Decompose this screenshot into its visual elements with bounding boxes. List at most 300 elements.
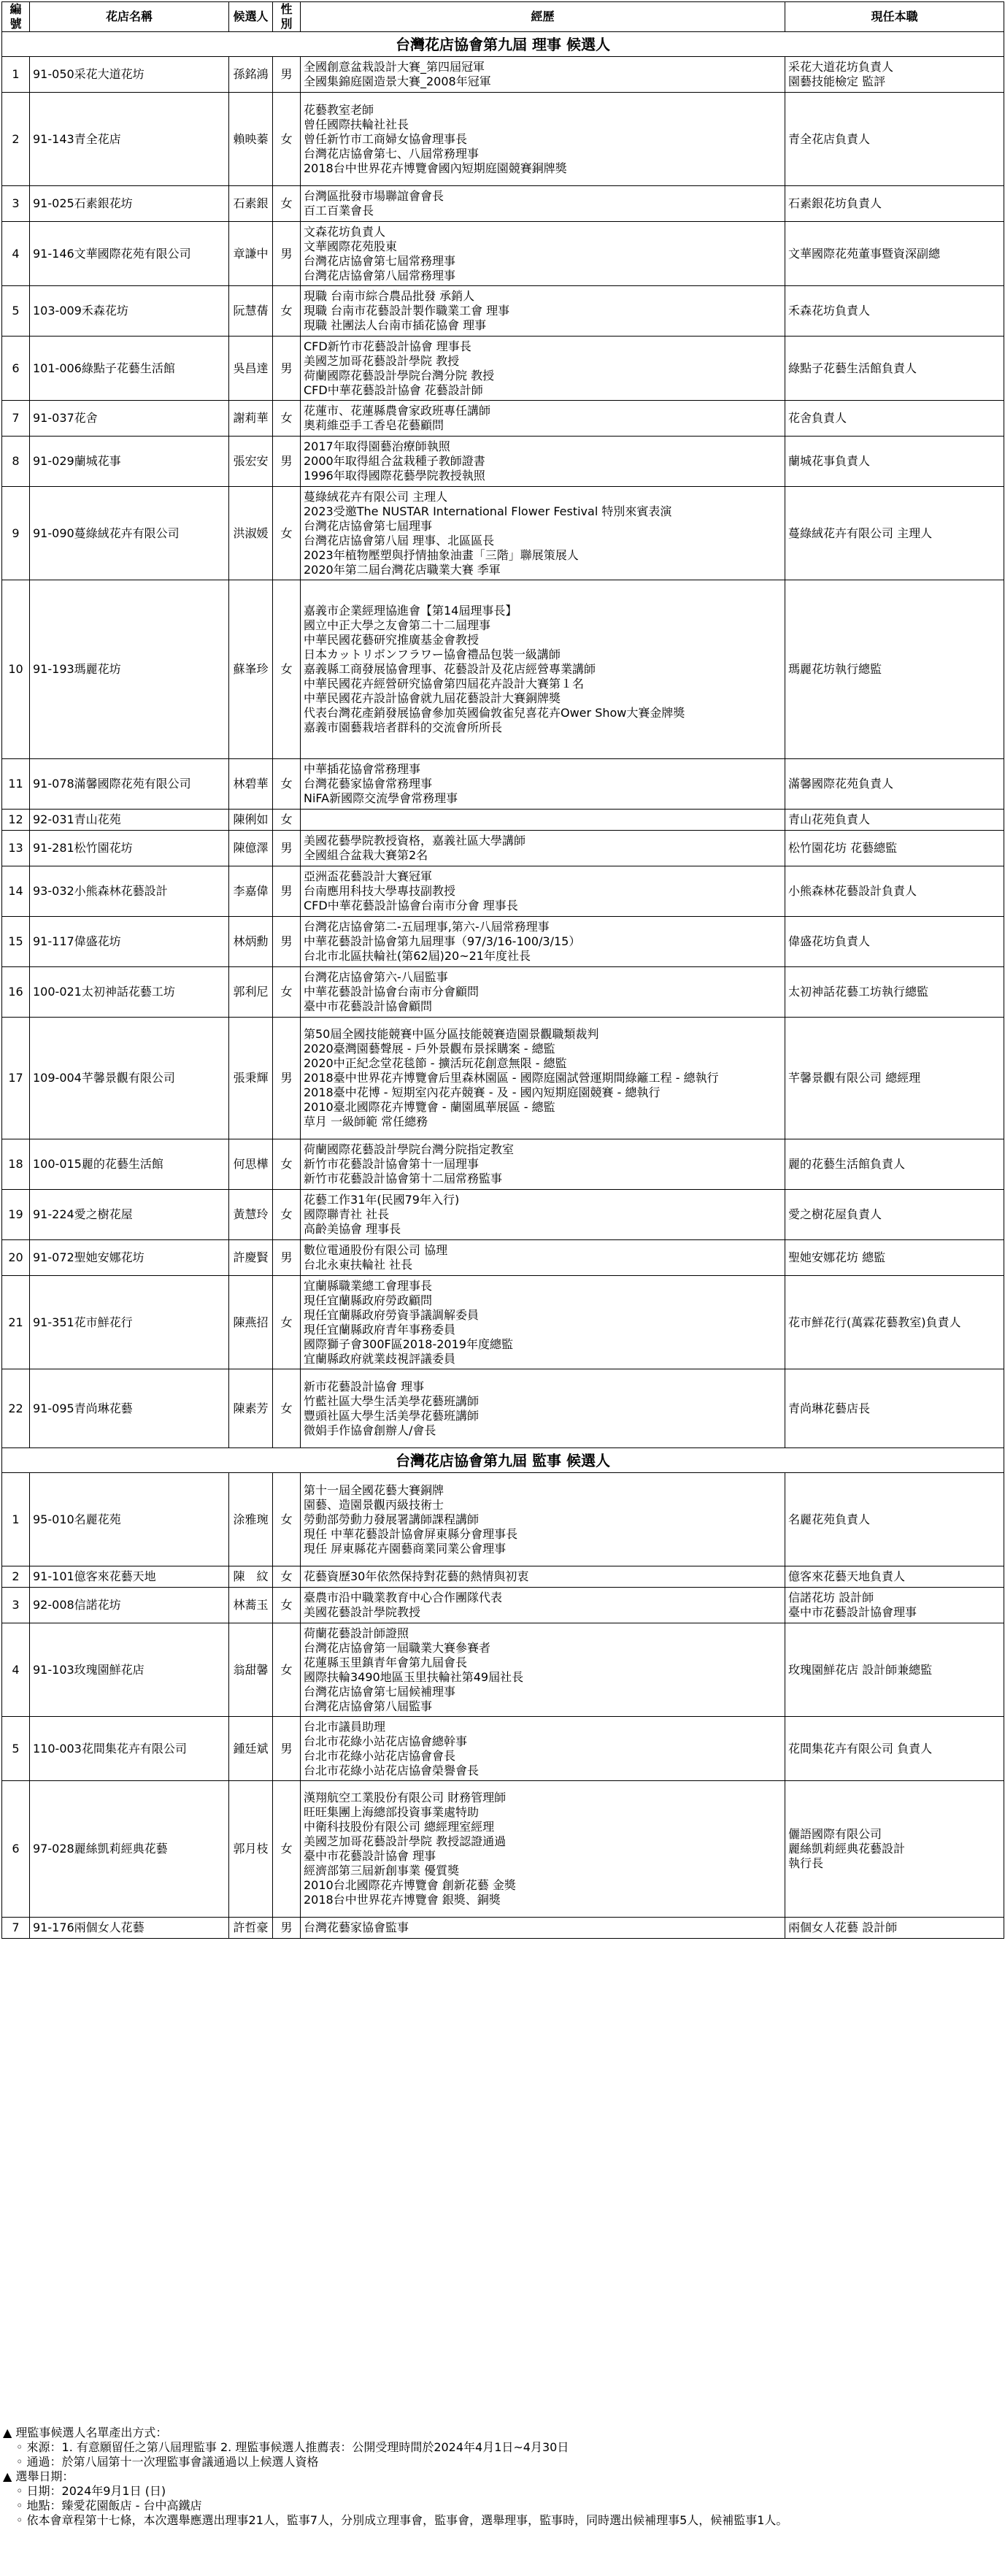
experience-line: 2023受邀The NUSTAR International Flower Festival 特別來賓表演 (304, 504, 672, 518)
experience-cell (301, 967, 785, 1018)
candidate-gender: 女 (273, 759, 301, 810)
current-job-line: 綠點子花藝生活館負責人 (788, 361, 917, 375)
shop-name: 91-351花市鮮花行 (30, 1276, 229, 1369)
current-job-line: 花舍負責人 (788, 411, 847, 425)
experience-line: 嘉義縣工商發展協會理事、花藝設計及花店經營專業講師 (304, 662, 596, 676)
section-title: 台灣花店協會第九屆 監事 候選人 (2, 1448, 1004, 1473)
experience-line: 2017年取得園藝治療師執照 (304, 439, 450, 453)
candidate-gender: 女 (273, 967, 301, 1018)
candidate-row (2, 1588, 1004, 1623)
notes-section (3, 2426, 1002, 2528)
current-job-cell (785, 487, 1004, 580)
candidate-name: 章謙中 (229, 222, 273, 286)
experience-line: 美國芝加哥花藝設計學院 教授 (304, 353, 460, 368)
candidate-number: 20 (2, 1240, 30, 1276)
shop-name: 91-025石素銀花坊 (30, 186, 229, 222)
experience-line: 文華國際花苑股東 (304, 239, 398, 253)
candidate-row (2, 222, 1004, 286)
candidate-gender: 女 (273, 1139, 301, 1190)
current-job-line: 兩個女人花藝 設計師 (788, 1921, 898, 1934)
current-job-line: 滿馨國際花苑負責人 (788, 777, 894, 791)
current-job-cell (785, 580, 1004, 759)
candidate-name: 洪淑媛 (229, 487, 273, 580)
current-job-line: 玫瑰園鮮花店 設計師兼總監 (788, 1662, 933, 1677)
shop-name: 101-006綠點子花藝生活館 (30, 337, 229, 401)
candidate-gender: 男 (273, 437, 301, 487)
candidate-table-body (2, 2, 1004, 1939)
candidate-gender: 女 (273, 487, 301, 580)
shop-name: 91-029蘭城花事 (30, 437, 229, 487)
current-job-line: 花市鮮花行(萬霖花藝教室)負責人 (788, 1315, 961, 1329)
candidate-number: 4 (2, 1623, 30, 1717)
current-job-line: 麗的花藝生活館負責人 (788, 1157, 906, 1171)
shop-name: 91-224愛之樹花屋 (30, 1190, 229, 1240)
experience-cell (301, 337, 785, 401)
candidate-name: 郭利尼 (229, 967, 273, 1018)
experience-line: 花蓮縣玉里鎮青年會第九屆會長 (304, 1655, 468, 1669)
candidate-gender: 男 (273, 57, 301, 93)
experience-line: 中華民國花卉經營研究協會第四屆花卉設計大賽第１名 (304, 677, 585, 691)
experience-cell (301, 222, 785, 286)
experience-line: 台灣花藝家協會監事 (304, 1921, 409, 1934)
candidate-number: 2 (2, 1566, 30, 1588)
candidate-gender: 女 (273, 1473, 301, 1566)
candidate-row (2, 1623, 1004, 1717)
experience-line: 第十一屆全國花藝大賽銅牌 (304, 1483, 444, 1497)
candidate-name: 張秉輝 (229, 1018, 273, 1139)
candidate-name: 鍾廷斌 (229, 1717, 273, 1781)
experience-line: 新市花藝設計協會 理事 (304, 1379, 425, 1393)
current-job-cell (785, 1623, 1004, 1717)
shop-name: 91-176兩個女人花藝 (30, 1918, 229, 1939)
current-job-line: 臺中市花藝設計協會理事 (788, 1605, 917, 1619)
experience-line: 亞洲盃花藝設計大賽冠軍 (304, 869, 433, 883)
experience-line: 2020中正紀念堂花毯節 - 擴活玩花創意無限 - 總監 (304, 1056, 567, 1070)
experience-cell (301, 1717, 785, 1781)
experience-line: 台灣花店協會第一屆職業大賽參賽者 (304, 1640, 491, 1655)
candidate-gender: 男 (273, 1717, 301, 1781)
experience-line: 花藝教室老師 (304, 102, 374, 117)
experience-line: 花藝資歷30年依然保持對花藝的熱情與初衷 (304, 1569, 529, 1583)
experience-line: 中華花藝設計協會台南市分會顧問 (304, 985, 480, 999)
note-detail: ◦ 日期：2024年9月1日 (日) (16, 2484, 166, 2498)
candidate-gender: 男 (273, 337, 301, 401)
candidate-row (2, 1566, 1004, 1588)
experience-cell (301, 1369, 785, 1448)
experience-line: 微娟手作協會創辦人/會長 (304, 1423, 436, 1437)
current-job-line: 儷語國際有限公司 (788, 1827, 882, 1841)
experience-line: 美國花藝設計學院教授 (304, 1605, 421, 1619)
header-no: 編號 (2, 2, 30, 32)
candidate-name: 陳億澤 (229, 831, 273, 866)
current-job-line: 億客來花藝天地負責人 (788, 1569, 906, 1583)
candidate-name: 黃慧玲 (229, 1190, 273, 1240)
experience-line: 台北永東扶輪社 社長 (304, 1258, 413, 1272)
experience-cell (301, 186, 785, 222)
experience-line: 漢翔航空工業股份有限公司 財務管理師 (304, 1791, 507, 1804)
current-job-cell (785, 810, 1004, 831)
experience-line: 嘉義市園藝栽培者群科的交流會所所長 (304, 720, 503, 734)
current-job-cell (785, 222, 1004, 286)
current-job-line: 太初神話花藝工坊執行總監 (788, 985, 929, 999)
candidate-gender: 女 (273, 580, 301, 759)
experience-line: CFD中華花藝設計協會台南市分會 理事長 (304, 899, 518, 912)
candidate-row (2, 1190, 1004, 1240)
candidate-gender: 男 (273, 1918, 301, 1939)
current-job-line: 瑪麗花坊執行總監 (788, 662, 882, 676)
note-detail: ◦ 依本會章程第十七條，本次選舉應選出理事21人，監事7人，分別成立理事會，監事會，選舉理事，監事時，同時選出候補理事5人，候補監事1人。 (16, 2513, 788, 2527)
experience-line: 經濟部第三屆新創事業 優質獎 (304, 1864, 460, 1877)
shop-name: 100-015麗的花藝生活館 (30, 1139, 229, 1190)
experience-line: 旺旺集團上海總部投資事業處特助 (304, 1805, 480, 1819)
experience-line: 新竹市花藝設計協會第十二屆常務監事 (304, 1172, 503, 1185)
experience-line: 代表台灣花產銷發展協會參加英國倫敦雀兒喜花卉Ower Show大賽金牌獎 (304, 706, 685, 720)
candidate-row (2, 866, 1004, 917)
candidate-row (2, 1781, 1004, 1918)
experience-line: 2018臺中世界花卉博覽會后里森林園區 - 國際庭園試營運期間綠籬工程 - 總執行 (304, 1071, 719, 1085)
candidate-row (2, 1018, 1004, 1139)
current-job-line: 青全花店負責人 (788, 131, 871, 146)
shop-name: 109-004芊馨景觀有限公司 (30, 1018, 229, 1139)
experience-cell (301, 831, 785, 866)
current-job-line: 愛之樹花屋負責人 (788, 1207, 882, 1221)
current-job-line: 麗絲凱莉經典花藝設計 (788, 1842, 906, 1856)
experience-line: 台灣花店協會第八屆常務理事 (304, 268, 456, 282)
candidate-gender: 女 (273, 1623, 301, 1717)
current-job-line: 芊馨景觀有限公司 總經理 (788, 1071, 921, 1085)
experience-line: 台灣區批發市場聯誼會會長 (304, 189, 444, 203)
candidate-gender: 女 (273, 1566, 301, 1588)
candidate-number: 17 (2, 1018, 30, 1139)
current-job-line: 松竹園花坊 花藝總監 (788, 841, 898, 855)
candidate-gender: 女 (273, 186, 301, 222)
experience-line: 現任 屏東縣花卉園藝商業同業公會理事 (304, 1541, 507, 1556)
shop-name: 91-078滿馨國際花苑有限公司 (30, 759, 229, 810)
candidate-number: 15 (2, 917, 30, 967)
section-title: 台灣花店協會第九屆 理事 候選人 (2, 32, 1004, 57)
current-job-cell (785, 866, 1004, 917)
candidate-gender: 女 (273, 1588, 301, 1623)
candidate-number: 14 (2, 866, 30, 917)
candidate-gender: 女 (273, 1276, 301, 1369)
candidate-number: 2 (2, 93, 30, 186)
shop-name: 91-101億客來花藝天地 (30, 1566, 229, 1588)
candidate-number: 8 (2, 437, 30, 487)
candidate-row (2, 759, 1004, 810)
current-job-line: 信諾花坊 設計師 (788, 1591, 874, 1604)
candidate-row (2, 1139, 1004, 1190)
experience-cell (301, 1240, 785, 1276)
current-job-cell (785, 1588, 1004, 1623)
experience-line: 中華民國花藝研究推廣基金會教授 (304, 633, 480, 647)
experience-line: 全國創意盆栽設計大賽_第四屆冠軍 (304, 60, 485, 74)
shop-name: 95-010名麗花苑 (30, 1473, 229, 1566)
candidate-number: 7 (2, 401, 30, 437)
candidate-row (2, 93, 1004, 186)
experience-line: CFD新竹市花藝設計協會 理事長 (304, 339, 471, 353)
candidate-number: 18 (2, 1139, 30, 1190)
experience-line: 草月 一級師範 常任總務 (304, 1115, 428, 1129)
experience-line: 2020臺灣園藝聲展 - 戶外景觀布景採購案 - 總監 (304, 1042, 555, 1056)
experience-line: 現職 台南市花藝設計製作職業工會 理事 (304, 304, 510, 318)
candidate-number: 19 (2, 1190, 30, 1240)
shop-name: 92-031青山花苑 (30, 810, 229, 831)
current-job-line: 小熊森林花藝設計負責人 (788, 884, 917, 898)
current-job-cell (785, 93, 1004, 186)
current-job-cell (785, 1369, 1004, 1448)
experience-line: 荷蘭國際花藝設計學院台灣分院指定教室 (304, 1142, 515, 1156)
candidate-name: 張宏安 (229, 437, 273, 487)
section-title-row (2, 1448, 1004, 1473)
candidate-row (2, 831, 1004, 866)
shop-name: 97-028麗絲凱莉經典花藝 (30, 1781, 229, 1918)
candidate-name: 林蕎玉 (229, 1588, 273, 1623)
experience-line: 中華民國花卉設計協會就九屆花藝設計大賽銅牌獎 (304, 691, 561, 705)
experience-cell (301, 866, 785, 917)
experience-line: CFD中華花藝設計協會 花藝設計師 (304, 382, 483, 397)
experience-cell (301, 1918, 785, 1939)
current-job-cell (785, 1139, 1004, 1190)
experience-line: 台灣花店協會第八屆 理事、北區區長 (304, 533, 495, 547)
current-job-line: 名麗花苑負責人 (788, 1512, 871, 1526)
experience-cell (301, 1139, 785, 1190)
shop-name: 92-008信諾花坊 (30, 1588, 229, 1623)
candidate-number: 6 (2, 337, 30, 401)
experience-line: 台灣花店協會第七屆理事 (304, 518, 433, 533)
experience-line: 蔓綠絨花卉有限公司 主理人 (304, 489, 448, 504)
experience-line: 荷蘭花藝設計師證照 (304, 1626, 409, 1640)
experience-line: 勞動部勞動力發展署講師課程講師 (304, 1512, 480, 1526)
current-job-line: 青尚琳花藝店長 (788, 1401, 871, 1415)
current-job-line: 石素銀花坊負責人 (788, 196, 882, 210)
experience-line: 中華插花協會常務理事 (304, 762, 421, 776)
note-heading: ▲ 選舉日期： (3, 2469, 74, 2483)
current-job-cell (785, 1717, 1004, 1781)
current-job-cell (785, 1473, 1004, 1566)
current-job-cell (785, 186, 1004, 222)
current-job-cell (785, 286, 1004, 337)
experience-line: 百工百業會長 (304, 204, 374, 218)
experience-cell (301, 57, 785, 93)
candidate-number: 9 (2, 487, 30, 580)
candidate-row (2, 401, 1004, 437)
candidate-number: 1 (2, 57, 30, 93)
candidate-row (2, 1369, 1004, 1448)
candidate-name: 阮慧蒨 (229, 286, 273, 337)
section-title-row (2, 32, 1004, 57)
candidate-name: 林碧華 (229, 759, 273, 810)
experience-line: 台北市花綠小站花店協會總幹事 (304, 1734, 468, 1748)
shop-name: 91-146文華國際花苑有限公司 (30, 222, 229, 286)
candidate-row (2, 437, 1004, 487)
experience-cell (301, 580, 785, 759)
shop-name: 91-090蔓綠絨花卉有限公司 (30, 487, 229, 580)
candidate-row (2, 917, 1004, 967)
experience-line: 2000年取得組合盆栽種子教師證書 (304, 454, 485, 468)
candidate-name: 孫銘鴻 (229, 57, 273, 93)
experience-cell (301, 93, 785, 186)
experience-line: 全國組合盆栽大賽第2名 (304, 848, 428, 862)
experience-cell (301, 917, 785, 967)
candidate-name: 賴映蓁 (229, 93, 273, 186)
experience-line: 中衛科技股份有限公司 總經理室經理 (304, 1820, 495, 1834)
candidate-name: 郭月枝 (229, 1781, 273, 1918)
candidate-name: 許慶賢 (229, 1240, 273, 1276)
candidate-row (2, 1276, 1004, 1369)
candidate-name: 石素銀 (229, 186, 273, 222)
candidate-row (2, 487, 1004, 580)
experience-line: 曾任新竹市工商婦女協會理事長 (304, 131, 468, 146)
candidate-name: 李嘉偉 (229, 866, 273, 917)
experience-line: 荷蘭國際花藝設計學院台灣分院 教授 (304, 368, 495, 382)
experience-cell (301, 437, 785, 487)
current-job-cell (785, 917, 1004, 967)
current-job-cell (785, 1190, 1004, 1240)
experience-line: 台灣花店協會第六-八屆監事 (304, 970, 448, 984)
experience-line: 新竹市花藝設計協會第十一屆理事 (304, 1157, 480, 1171)
experience-cell (301, 1018, 785, 1139)
candidate-row (2, 1918, 1004, 1939)
experience-line: 豐頭社區大學生活美學花藝班講師 (304, 1408, 480, 1423)
experience-line: 2018臺中花博 - 短期室內花卉競賽 - 及 - 國內短期庭園競賽 - 總執行 (304, 1085, 661, 1099)
experience-line: 高齡美協會 理事長 (304, 1222, 401, 1236)
experience-line: 現任宜蘭縣政府青年事務委員 (304, 1322, 456, 1337)
experience-line: 第50屆全國技能競賽中區分區技能競賽造園景觀職類裁判 (304, 1027, 599, 1041)
candidate-gender: 男 (273, 222, 301, 286)
experience-line: 現任宜蘭縣政府勞資爭議調解委員 (304, 1307, 480, 1322)
current-job-cell (785, 437, 1004, 487)
current-job-cell (785, 1781, 1004, 1918)
candidate-gender: 女 (273, 93, 301, 186)
experience-line: 臺中市花藝設計協會顧問 (304, 999, 433, 1013)
experience-line: 台灣花藝家協會常務理事 (304, 777, 433, 791)
experience-cell (301, 286, 785, 337)
experience-cell (301, 487, 785, 580)
note-detail: ◦ 通過：於第八屆第十一次理監事會議通過以上候選人資格 (16, 2455, 319, 2469)
candidate-gender: 女 (273, 286, 301, 337)
experience-line: 現職 社團法人台南市插花協會 理事 (304, 318, 487, 332)
current-job-line: 青山花苑負責人 (788, 812, 871, 826)
experience-line: 花藝工作31年(民國79年入行) (304, 1193, 460, 1207)
shop-name: 91-281松竹園花坊 (30, 831, 229, 866)
experience-line: 國際扶輪3490地區玉里扶輪社第49屆社長 (304, 1669, 524, 1684)
candidate-gender: 男 (273, 1240, 301, 1276)
candidate-number: 3 (2, 1588, 30, 1623)
current-job-cell (785, 1240, 1004, 1276)
experience-line: 文森花坊負責人 (304, 224, 386, 239)
experience-cell (301, 1473, 785, 1566)
candidate-row (2, 1240, 1004, 1276)
current-job-line: 蘭城花事負責人 (788, 454, 871, 468)
experience-cell (301, 1588, 785, 1623)
experience-line: 美國花藝學院教授資格，嘉義社區大學講師 (304, 834, 526, 847)
candidate-gender: 男 (273, 866, 301, 917)
experience-cell (301, 1566, 785, 1588)
candidate-row (2, 186, 1004, 222)
candidate-name: 涂雅琬 (229, 1473, 273, 1566)
current-job-cell (785, 831, 1004, 866)
note-detail: ◦ 地點：臻愛花園飯店 - 台中高鐵店 (16, 2499, 202, 2512)
candidate-gender: 男 (273, 917, 301, 967)
experience-line: 台灣花店協會第七、八屆常務理事 (304, 146, 480, 161)
candidate-row (2, 967, 1004, 1018)
candidate-number: 11 (2, 759, 30, 810)
experience-line: 花蓮市、花蓮縣農會家政班專任講師 (304, 404, 491, 418)
candidate-number: 5 (2, 286, 30, 337)
shop-name: 91-095青尚琳花藝 (30, 1369, 229, 1448)
current-job-cell (785, 401, 1004, 437)
experience-line: 2023年植物壓塑與抒情抽象油畫「三階」聯展策展人 (304, 547, 579, 562)
current-job-line: 文華國際花苑董事暨資深副總 (788, 246, 941, 261)
current-job-line: 執行長 (788, 1856, 824, 1870)
experience-line: NiFA新國際交流學會常務理事 (304, 791, 458, 805)
header-shop: 花店名稱 (30, 2, 229, 32)
candidate-row (2, 286, 1004, 337)
candidate-row (2, 337, 1004, 401)
candidate-number: 4 (2, 222, 30, 286)
experience-line: 現職 台南市綜合農品批發 承銷人 (304, 289, 475, 303)
candidate-name: 蘇峯珍 (229, 580, 273, 759)
experience-line: 2018台中世界花卉博覽會國內短期庭園競賽銅牌獎 (304, 161, 567, 175)
experience-line: 台灣花店協會第七屆候補理事 (304, 1684, 456, 1699)
experience-line: 台灣花店協會第八屆監事 (304, 1699, 433, 1713)
candidate-name: 陳素芳 (229, 1369, 273, 1448)
experience-line: 台北市北區扶輪社(第62屆)20~21年度社長 (304, 949, 531, 963)
current-job-cell (785, 1918, 1004, 1939)
experience-line: 臺農市沿中職業教育中心合作團隊代表 (304, 1591, 503, 1604)
experience-line: 嘉義市企業經理協進會【第14屆理事長】 (304, 604, 517, 618)
experience-line: 美國芝加哥花藝設計學院 教授認證通過 (304, 1834, 507, 1848)
experience-line: 2018台中世界花卉博覽會 銀獎、銅獎 (304, 1893, 501, 1907)
candidate-number: 3 (2, 186, 30, 222)
candidate-gender: 女 (273, 1781, 301, 1918)
current-job-line: 禾森花坊負責人 (788, 304, 871, 318)
candidate-gender: 女 (273, 401, 301, 437)
candidate-name: 陳俐如 (229, 810, 273, 831)
current-job-line: 采花大道花坊負責人 (788, 60, 894, 74)
candidate-row (2, 57, 1004, 93)
experience-line: 台灣花店協會第二-五屆理事,第六-八屆常務理事 (304, 920, 550, 934)
experience-line: 現任宜蘭縣政府勞政顧問 (304, 1293, 433, 1307)
header-experience: 經歷 (301, 2, 785, 32)
header-current-job: 現任本職 (785, 2, 1004, 32)
shop-name: 91-103玫瑰園鮮花店 (30, 1623, 229, 1717)
candidate-name: 陳 紋 (229, 1566, 273, 1588)
experience-line: 國際獅子會300F區2018-2019年度總監 (304, 1337, 513, 1351)
candidate-name: 許哲豪 (229, 1918, 273, 1939)
shop-name: 91-050采花大道花坊 (30, 57, 229, 93)
experience-line: 國立中正大學之友會第二十二屆理事 (304, 618, 491, 632)
experience-line: 曾任國際扶輪社社長 (304, 117, 409, 131)
header-row (2, 2, 1004, 32)
experience-cell (301, 810, 785, 831)
experience-line: 臺中市花藝設計協會 理事 (304, 1849, 436, 1863)
header-candidate: 候選人 (229, 2, 273, 32)
shop-name: 91-037花舍 (30, 401, 229, 437)
candidate-name: 陳燕招 (229, 1276, 273, 1369)
experience-line: 台灣花店協會第七屆常務理事 (304, 253, 456, 268)
current-job-cell (785, 759, 1004, 810)
experience-line: 竹藍社區大學生活美學花藝班講師 (304, 1393, 480, 1408)
experience-cell (301, 1781, 785, 1918)
experience-cell (301, 401, 785, 437)
current-job-line: 偉盛花坊負責人 (788, 934, 871, 948)
current-job-cell (785, 1276, 1004, 1369)
candidate-number: 13 (2, 831, 30, 866)
experience-line: 宜蘭縣政府就業歧視評議委員 (304, 1351, 456, 1366)
candidate-row (2, 1717, 1004, 1781)
candidate-gender: 男 (273, 1018, 301, 1139)
